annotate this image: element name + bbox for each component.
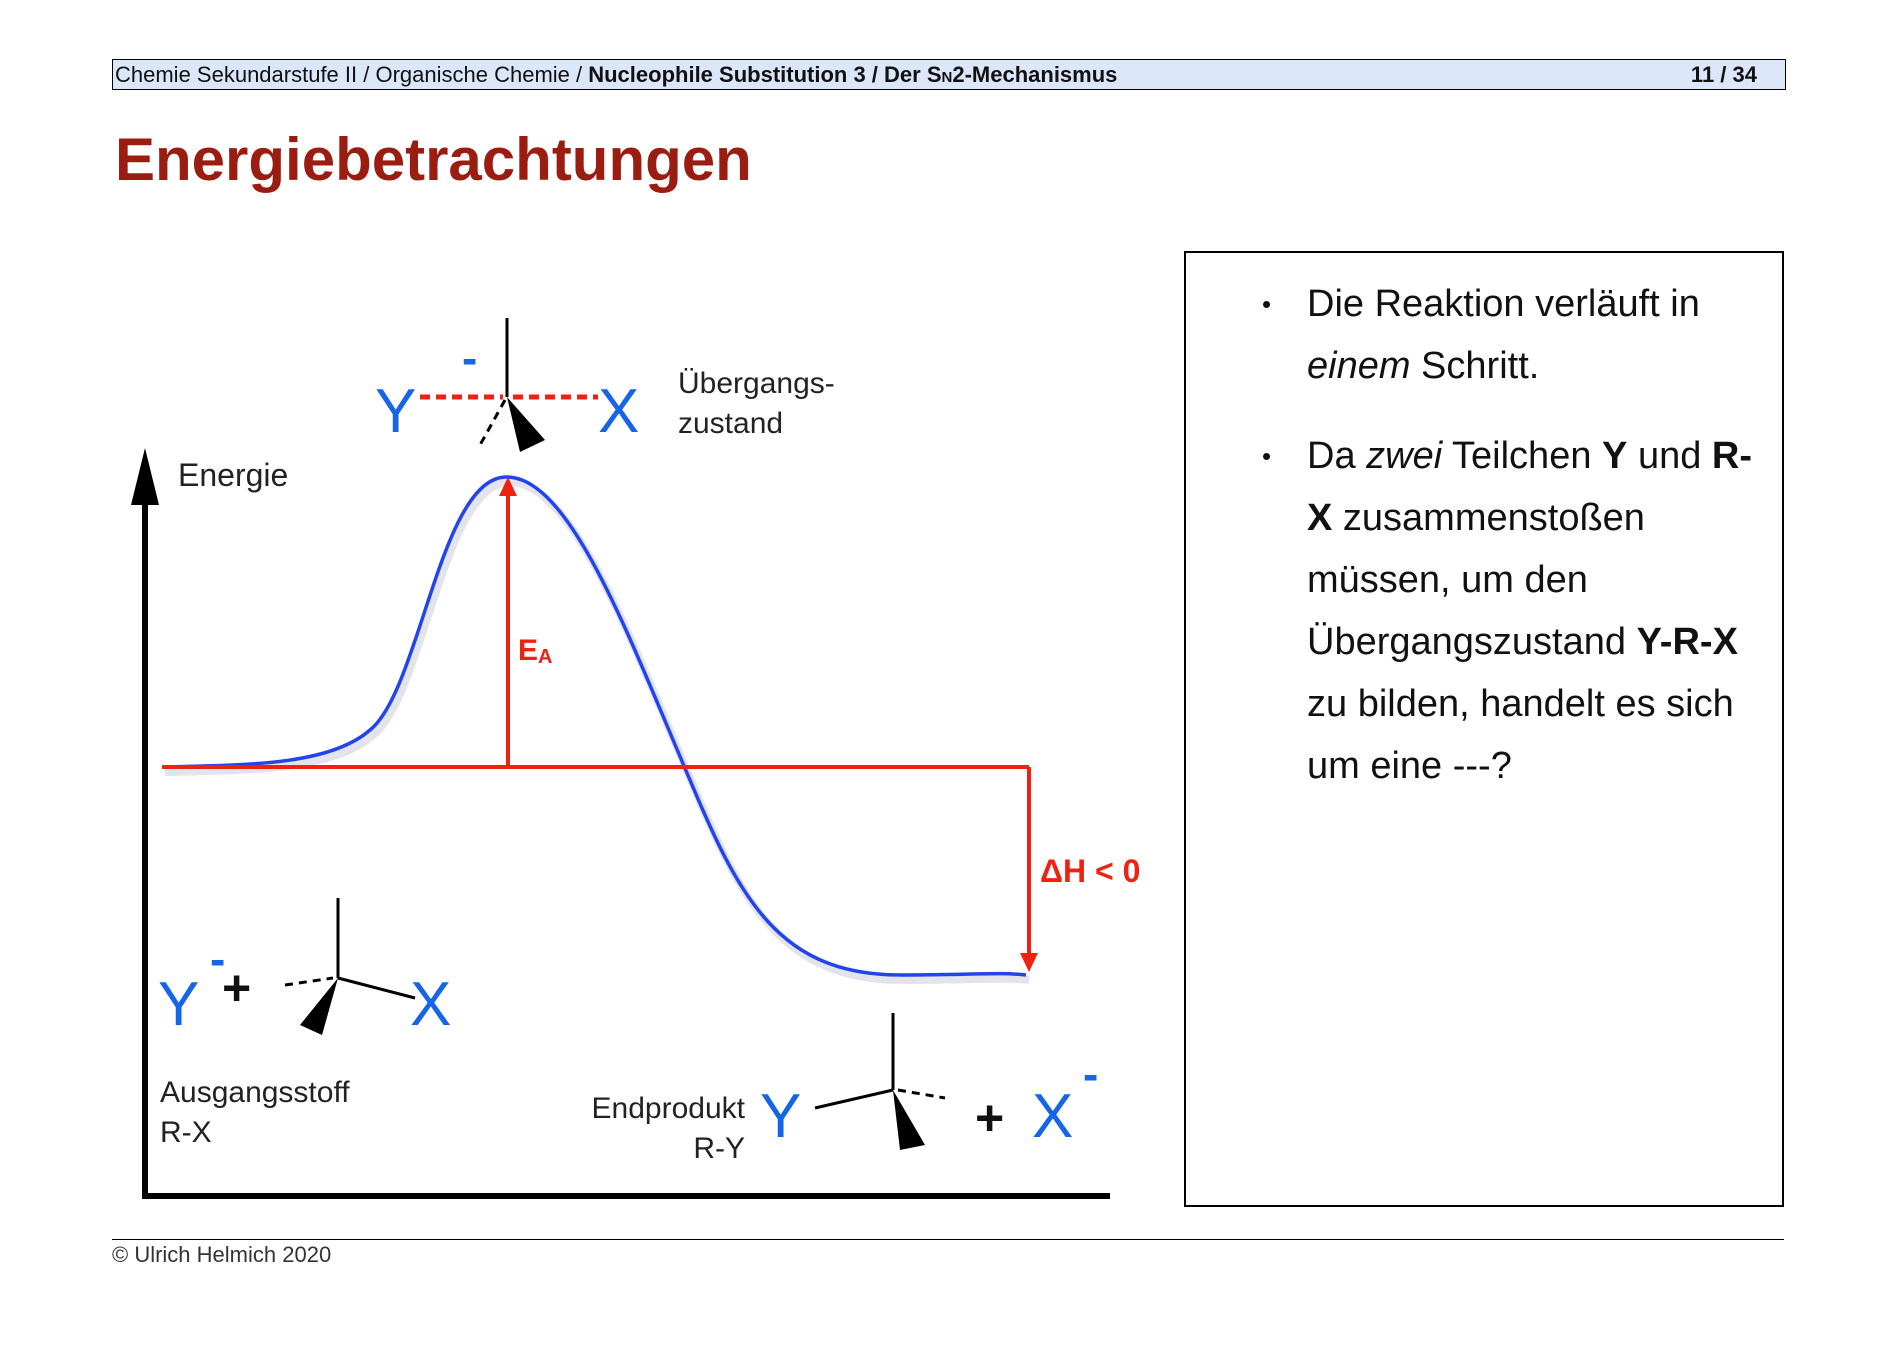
axis-label-energy: Energie (178, 457, 289, 493)
energy-curve-shadow (165, 482, 1029, 980)
start-hash-bond (285, 978, 333, 985)
end-y-atom: Y (760, 1082, 802, 1151)
text: zu bilden, handelt es sich um eine ---? (1307, 683, 1734, 787)
start-bond-right (338, 978, 415, 998)
text: Da (1307, 435, 1367, 477)
energy-curve (162, 477, 1026, 975)
start-label-1: Ausgangsstoff (160, 1076, 350, 1109)
end-label-1: Endprodukt (591, 1092, 745, 1125)
start-wedge-bond (300, 978, 338, 1035)
ts-x-atom: X (598, 377, 640, 446)
start-x-atom: X (410, 970, 452, 1039)
emphasis: einem (1307, 345, 1411, 387)
page-number: 11 / 34 (1690, 62, 1757, 87)
enthalpy-arrow-head-icon (1020, 953, 1038, 972)
y-axis-arrow-icon (131, 448, 159, 505)
page-title: Energiebetrachtungen (115, 126, 752, 193)
ts-y-atom: Y (375, 377, 417, 446)
breadcrumb-plain: Chemie Sekundarstufe II / Organische Chemie / (115, 62, 589, 87)
text: Teilchen (1442, 435, 1603, 477)
start-y-atom: Y (158, 970, 200, 1039)
text: Schritt. (1410, 345, 1540, 387)
emphasis: zwei (1366, 435, 1443, 477)
strong: Y (1602, 435, 1628, 477)
footer-divider (112, 1239, 1784, 1240)
end-wedge-bond (893, 1090, 925, 1150)
info-bullet-2 (1186, 425, 1782, 797)
starting-material-structure (158, 898, 451, 1039)
end-x-atom: X (1032, 1082, 1074, 1151)
end-label-2: R-Y (693, 1132, 745, 1165)
info-box (1184, 251, 1784, 1207)
transition-state-label-1: Übergangs- (678, 367, 835, 400)
info-bullet-1 (1186, 273, 1782, 397)
text: und (1627, 435, 1712, 477)
transition-state-structure (375, 318, 639, 452)
end-plus: + (975, 1090, 1005, 1146)
info-list (1186, 273, 1782, 825)
enthalpy-label: ΔH < 0 (1040, 853, 1141, 889)
ts-hash-bond (480, 400, 505, 445)
breadcrumb-current-b: 2-Mechanismus (952, 62, 1118, 87)
strong: R-X (1307, 435, 1753, 539)
ts-wedge-bond (507, 397, 545, 452)
end-bond-left (815, 1090, 893, 1108)
bullet-icon: • (1262, 441, 1272, 471)
start-plus: + (222, 960, 252, 1016)
end-product-structure (760, 1013, 1098, 1151)
start-charge: - (210, 933, 226, 985)
transition-state-label-2: zustand (678, 407, 784, 440)
text: zusammenstoßen müssen, um den Übergangszustand (1307, 497, 1645, 663)
start-label-2: R-X (160, 1116, 212, 1149)
ts-charge: - (462, 332, 478, 384)
copyright: © Ulrich Helmich 2020 (112, 1242, 332, 1267)
bullet-icon: • (1262, 289, 1272, 319)
breadcrumb-subscript: N (941, 69, 953, 86)
text: Die Reaktion verläuft in (1307, 283, 1700, 325)
end-hash-bond (898, 1090, 945, 1098)
end-charge: - (1083, 1048, 1099, 1100)
breadcrumb-current-a: Nucleophile Substitution 3 / Der S (588, 62, 942, 87)
activation-energy-label: EA (518, 634, 553, 668)
strong: Y-R-X (1636, 621, 1738, 663)
